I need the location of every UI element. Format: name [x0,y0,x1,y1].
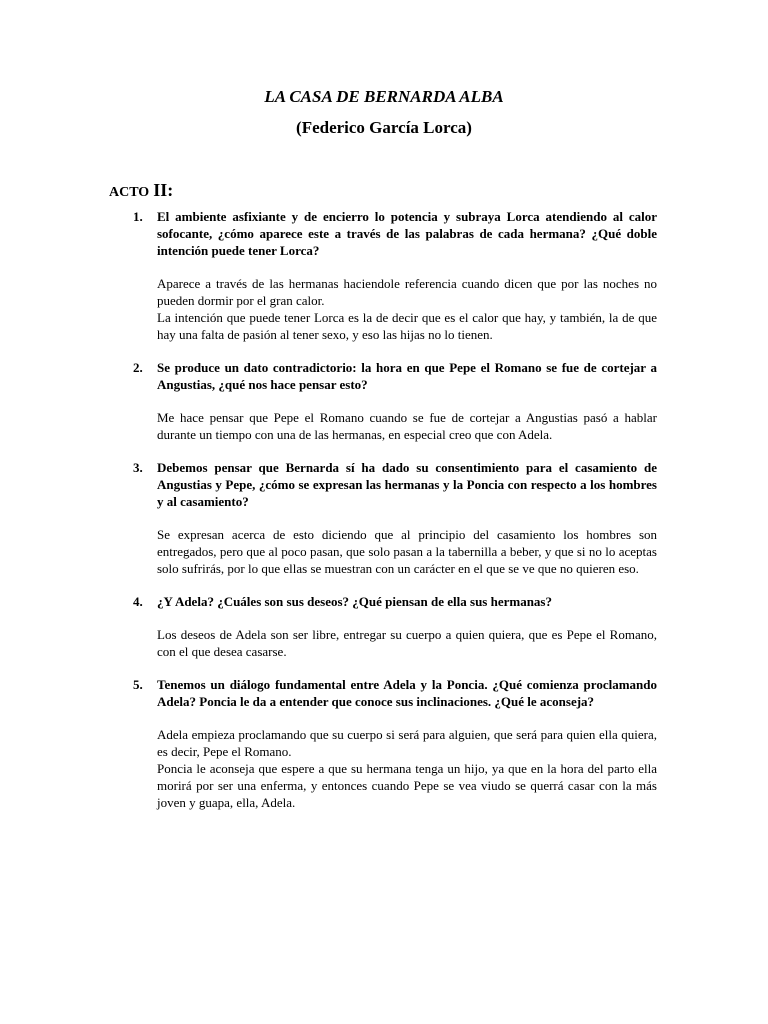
answer-paragraph: La intención que puede tener Lorca es la de decir que es el calor que hay, y también, la de que hay una falta de pasión al tener sexo, y eso las hijas no lo tienen. [157,310,657,342]
document-subtitle: (Federico García Lorca) [296,118,472,137]
act-word: ACTO [109,185,150,200]
answer-block [157,409,657,443]
answer-block [157,626,657,660]
question-number: 1. [133,209,143,224]
act-number: II: [153,180,174,200]
question-number: 5. [133,677,143,692]
question-text: Debemos pensar que Bernarda sí ha dado su consentimiento para el casamiento de Angustias y Pepe, ¿cómo se expresan las hermanas y la Poncia con respecto a los hombres y al casamiento? [157,460,657,509]
question-list [0,208,768,811]
question-number: 3. [133,460,143,475]
question-text: Tenemos un diálogo fundamental entre Adela y la Poncia. ¿Qué comienza proclamando Adela? Poncia le da a entender que conoce sus inclinaciones. ¿Qué le aconseja? [157,677,657,709]
question-item [0,208,768,343]
question-item [0,676,768,811]
answer-paragraph: Los deseos de Adela son ser libre, entregar su cuerpo a quien quiera, que es Pepe el Romano, con el que desea casarse. [157,627,657,659]
answer-block [157,726,657,811]
answer-paragraph: Adela empieza proclamando que su cuerpo si será para alguien, que será para quien ella quiera, es decir, Pepe el Romano. [157,727,657,759]
question-text: Se produce un dato contradictorio: la hora en que Pepe el Romano se fue de cortejar a Angustias, ¿qué nos hace pensar esto? [157,360,657,392]
answer-paragraph: Aparece a través de las hermanas haciendole referencia cuando dicen que por las noches no pueden dormir por el gran calor. [157,276,657,308]
question-item [0,593,768,660]
answer-paragraph: Poncia le aconseja que espere a que su hermana tenga un hijo, ya que en la hora del parto ella morirá por ser una enferma, y entonces cuando Pepe se vea viudo se querrá casar con la más joven y guapa, ella, Adela. [157,761,657,810]
question-text: El ambiente asfixiante y de encierro lo potencia y subraya Lorca atendiendo al calor sofocante, ¿cómo aparece este a través de las palabras de cada hermana? ¿Qué doble intención puede tener Lorca? [157,209,657,258]
document-title: LA CASA DE BERNARDA ALBA [264,87,504,106]
answer-paragraph: Se expresan acerca de esto diciendo que al principio del casamiento los hombres son entregados, pero que al poco pasan, que solo pasan a la tabernilla a beber, y que si no lo aceptas solo sufrirás, por lo que ellas se muestran con un carácter en el que se ve que no quieren eso. [157,527,657,576]
answer-paragraph: Me hace pensar que Pepe el Romano cuando se fue de cortejar a Angustias pasó a hablar durante un tiempo con una de las hermanas, en especial creo que con Adela. [157,410,657,442]
question-item [0,459,768,577]
question-item [0,359,768,443]
question-number: 4. [133,594,143,609]
question-number: 2. [133,360,143,375]
act-heading [109,180,173,203]
answer-block [157,275,657,343]
question-text: ¿Y Adela? ¿Cuáles son sus deseos? ¿Qué piensan de ella sus hermanas? [157,594,552,609]
answer-block [157,526,657,577]
